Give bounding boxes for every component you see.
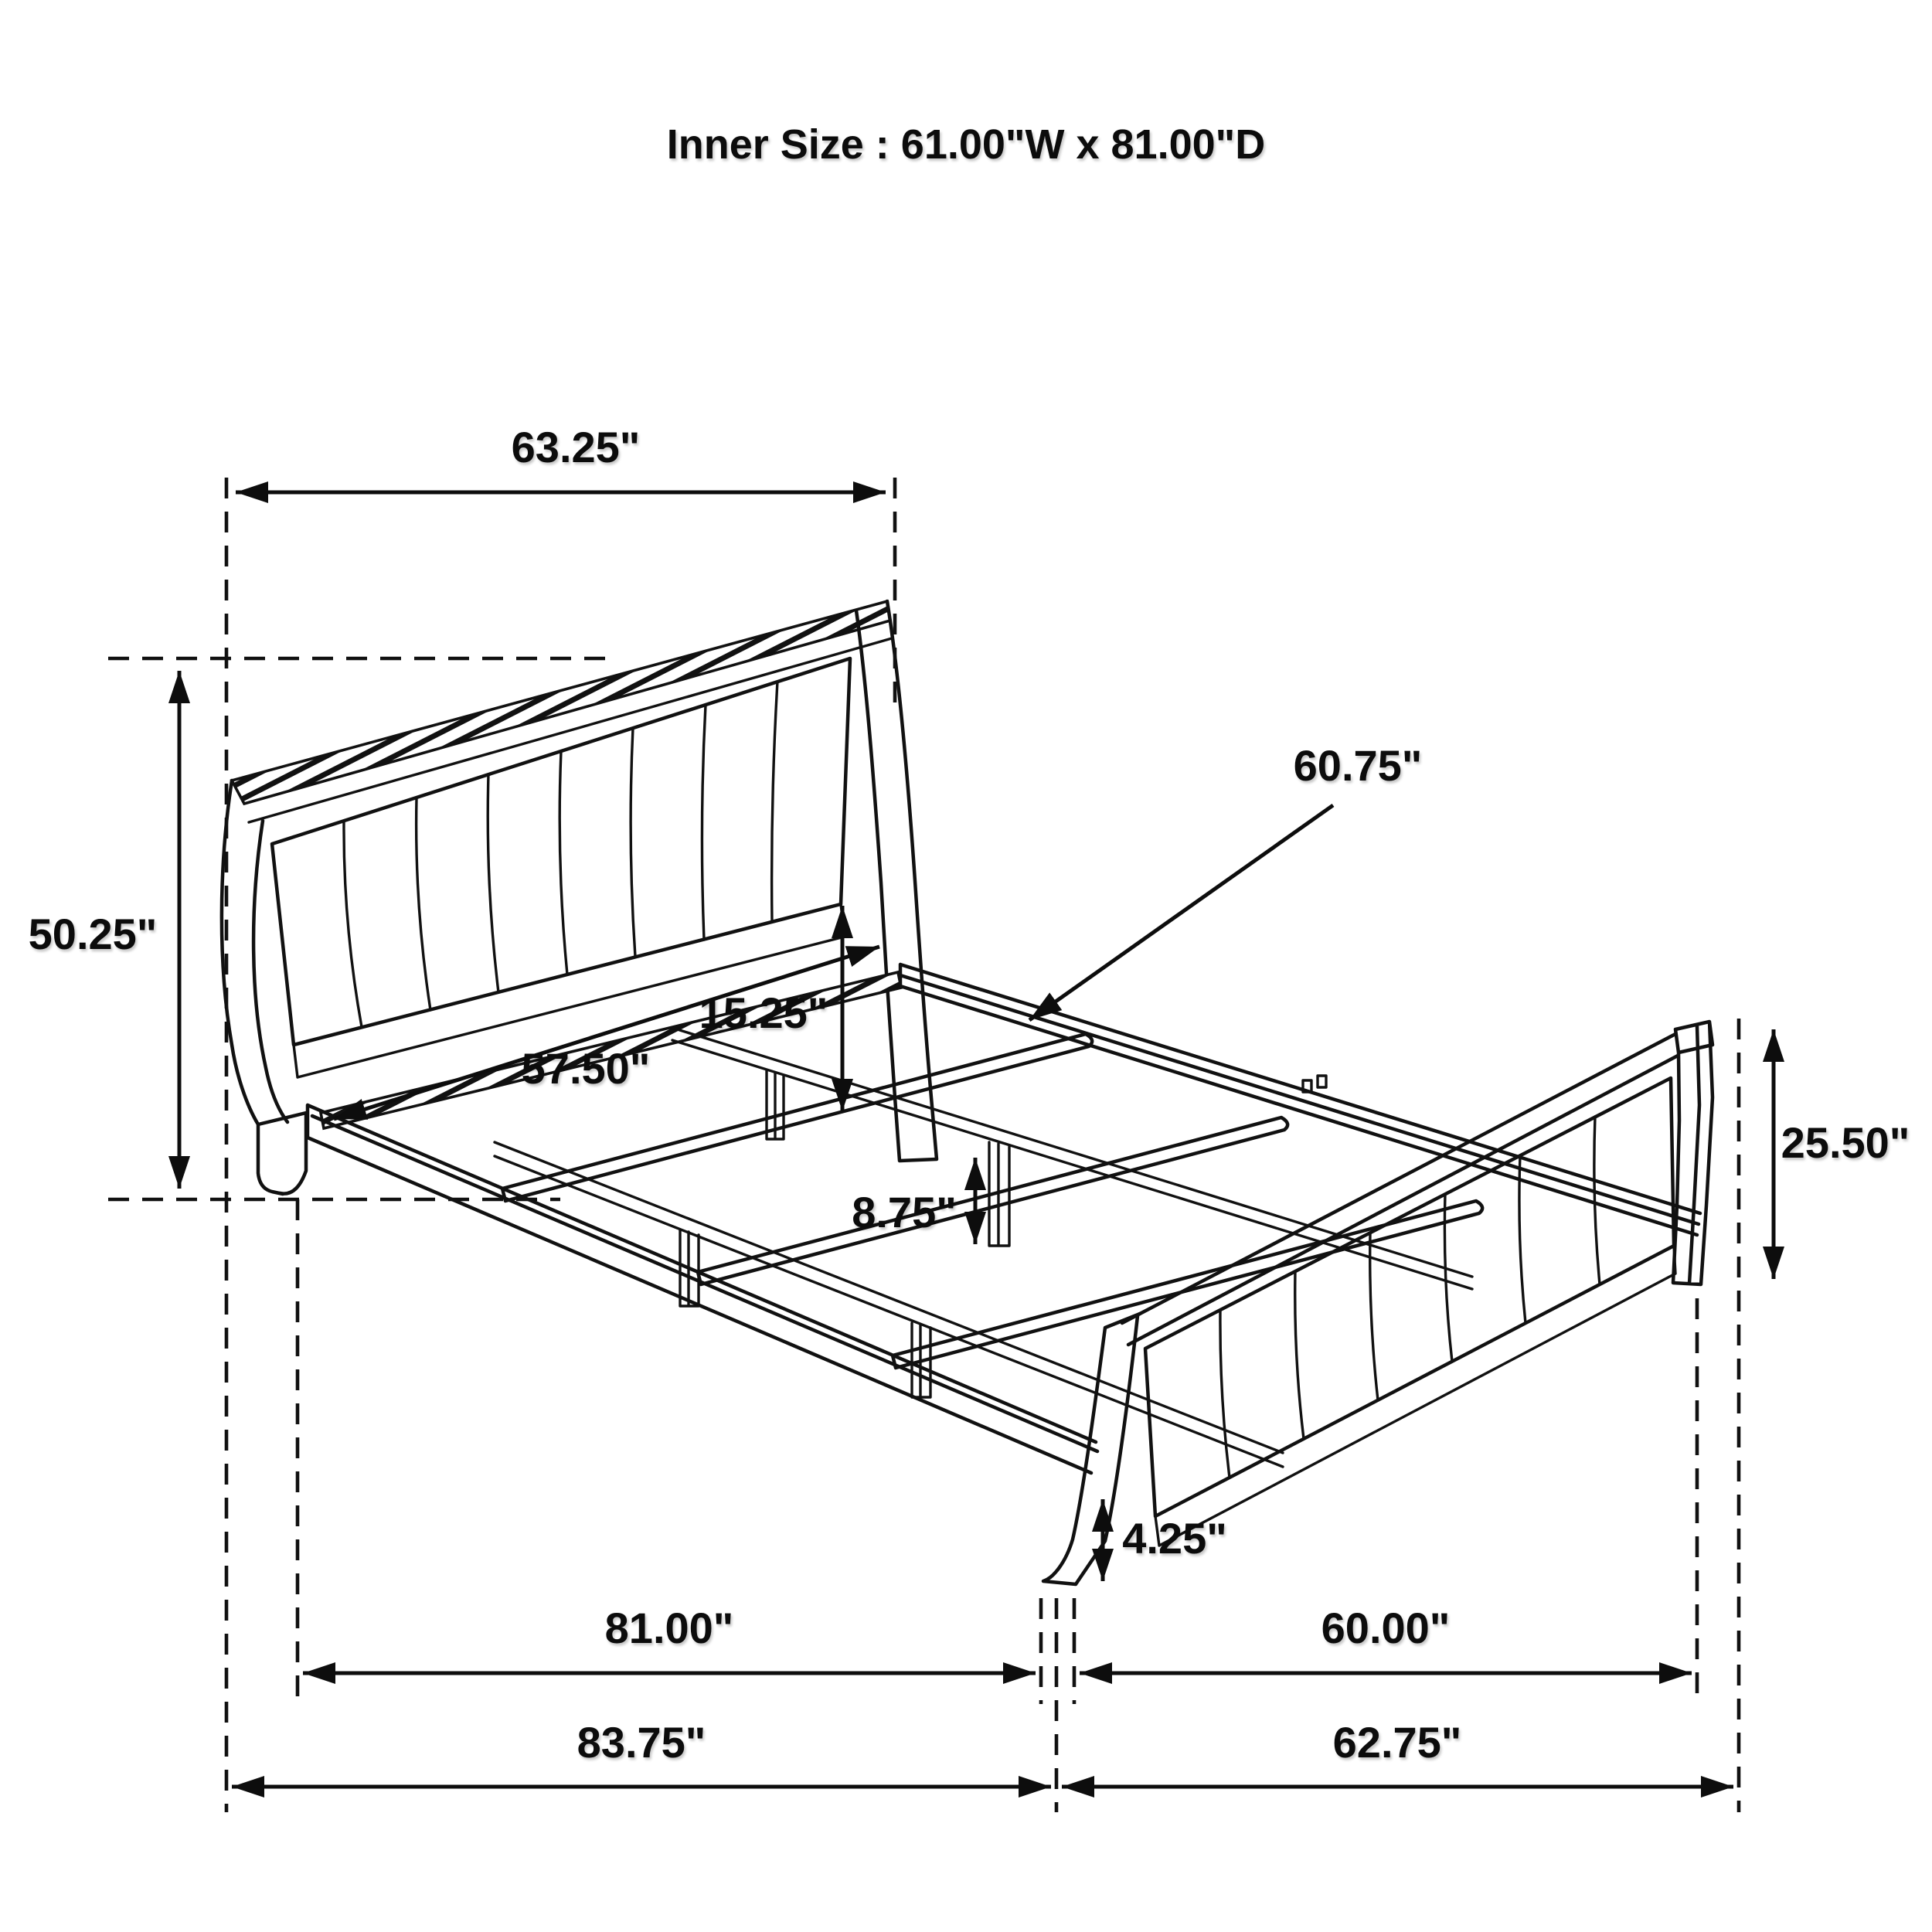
leader-line [1029,805,1333,1020]
dimension-label: 81.00" [604,1604,734,1652]
dim-overall-length [232,1718,1051,1787]
page-title: Inner Size : 61.00"W x 81.00"D [666,121,1266,168]
dimension-label: 4.25" [1122,1514,1227,1563]
dimension-label: 15.25" [699,988,828,1037]
footboard-back-post [1673,1022,1713,1284]
dim-headboard-height [29,671,179,1189]
extension-lines [108,478,1739,1812]
headboard-top-rail-edge [249,638,892,822]
headboard [222,601,937,1194]
dim-slat-length [1029,741,1422,1020]
dim-footboard-overall-width [1062,1718,1733,1787]
dimension-label: 50.25" [28,910,158,958]
back-side-rail [900,964,1700,1235]
dimension-label: 57.50" [521,1044,651,1093]
dimension-label: 62.75" [1332,1718,1462,1767]
dimension-label: 25.50" [1781,1118,1910,1167]
dim-footboard-width [1080,1604,1692,1673]
dimension-label: 60.00" [1321,1604,1451,1652]
dimension-label: 60.75" [1293,741,1423,790]
bed-frame [308,964,1700,1473]
headboard-left-post [222,781,306,1194]
dimension-label: 83.75" [577,1718,706,1767]
dim-footboard-height [1774,1029,1910,1279]
front-side-rail [308,1105,1097,1473]
dimension-label: 63.25" [511,423,641,471]
dim-center-support-leg-height [852,1158,975,1244]
dim-inner-length [303,1604,1036,1673]
dimension-label: 8.75" [852,1188,957,1236]
dim-headboard-width [236,423,886,492]
